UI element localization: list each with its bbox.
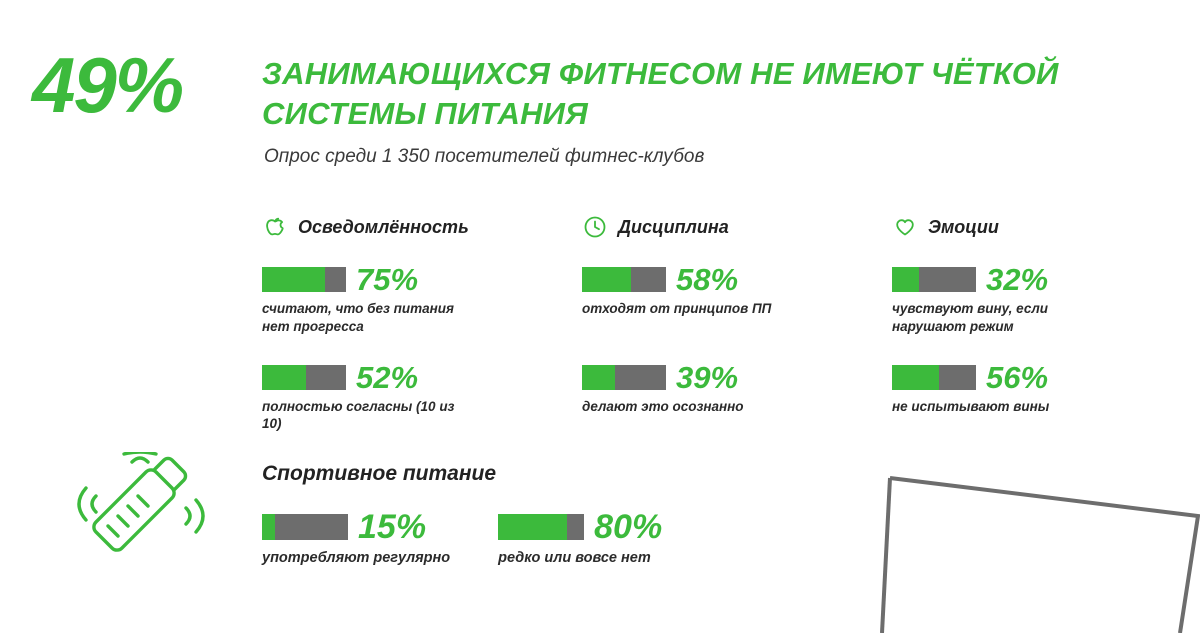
progress-bar-fill: [498, 514, 567, 540]
stat-caption: редко или вовсе нет: [498, 550, 651, 566]
stat-row: [892, 264, 1182, 295]
stat-caption: делают это осознанно: [582, 398, 744, 414]
progress-bar-fill: [582, 267, 631, 292]
column-header: [892, 212, 1182, 242]
progress-bar: [498, 514, 584, 540]
stat-percent: 75%: [356, 262, 419, 297]
stat-percent: 56%: [986, 359, 1049, 395]
progress-bar: [582, 267, 666, 292]
shaker-bottle-icon: [68, 452, 218, 582]
sport-nutrition-section: [262, 462, 822, 568]
stat-percent: 15%: [358, 508, 427, 546]
stat-caption: употребляют регулярно: [262, 550, 451, 566]
progress-bar-fill: [892, 267, 919, 292]
stat-block: [262, 264, 552, 336]
page-title: ЗАНИМАЮЩИХСЯ ФИТНЕСОМ НЕ ИМЕЮТ ЧЁТКОЙ СИСТЕМЫ ПИТАНИЯ: [262, 56, 1059, 131]
progress-bar-fill: [262, 267, 325, 292]
sport-nutrition-rows: [262, 510, 822, 568]
stat-row: [262, 359, 552, 395]
stat-block: [262, 510, 450, 568]
progress-bar-fill: [582, 365, 615, 390]
stat-caption: чувствуют вину, если нарушают режим: [892, 301, 1048, 334]
sport-nutrition-title: Спортивное питание: [262, 462, 497, 485]
progress-bar-fill: [262, 514, 275, 540]
column-header: [582, 212, 872, 242]
progress-bar: [262, 514, 348, 540]
stat-percent: 52%: [356, 359, 419, 395]
heart-icon: [892, 214, 918, 240]
progress-bar-fill: [262, 365, 306, 390]
stat-caption: не испытывают вины: [892, 398, 1050, 414]
stat-column-emotions: [892, 212, 1182, 441]
stat-row: [582, 264, 872, 295]
stat-column-awareness: [262, 212, 552, 459]
stat-column-discipline: [582, 212, 872, 442]
stat-block: [892, 264, 1182, 336]
stat-block: [582, 359, 872, 416]
column-title: Осведомлённость: [298, 216, 469, 237]
stat-block: [498, 510, 662, 568]
progress-bar-fill: [892, 365, 939, 390]
progress-bar: [262, 267, 346, 292]
column-title: Дисциплина: [618, 216, 729, 237]
decorative-corner-shape: [880, 468, 1200, 633]
progress-bar: [892, 365, 976, 390]
stat-row: [892, 359, 1182, 395]
clock-icon: [582, 214, 608, 240]
stat-percent: 58%: [676, 262, 739, 297]
stat-caption: считают, что без питания нет прогресса: [262, 301, 454, 334]
apple-icon: [262, 214, 288, 240]
progress-bar: [892, 267, 976, 292]
stat-caption: отходят от принципов ПП: [582, 301, 772, 316]
progress-bar: [582, 365, 666, 390]
stat-percent: 39%: [676, 359, 739, 395]
stat-row: [262, 264, 552, 295]
stat-row: [262, 510, 450, 544]
stat-block: [262, 359, 552, 434]
stat-percent: 32%: [986, 262, 1049, 297]
stat-row: [582, 359, 872, 395]
stat-row: [498, 510, 662, 544]
stat-percent: 80%: [594, 508, 663, 546]
progress-bar: [262, 365, 346, 390]
subtitle: Опрос среди 1 350 посетителей фитнес-клубов: [264, 146, 705, 167]
stat-caption: полностью согласны (10 из 10): [262, 398, 455, 432]
stat-block: [892, 359, 1182, 416]
column-header: [262, 212, 552, 242]
headline-big-percent: 49%: [32, 41, 183, 129]
stat-block: [582, 264, 872, 318]
column-title: Эмоции: [928, 216, 999, 237]
